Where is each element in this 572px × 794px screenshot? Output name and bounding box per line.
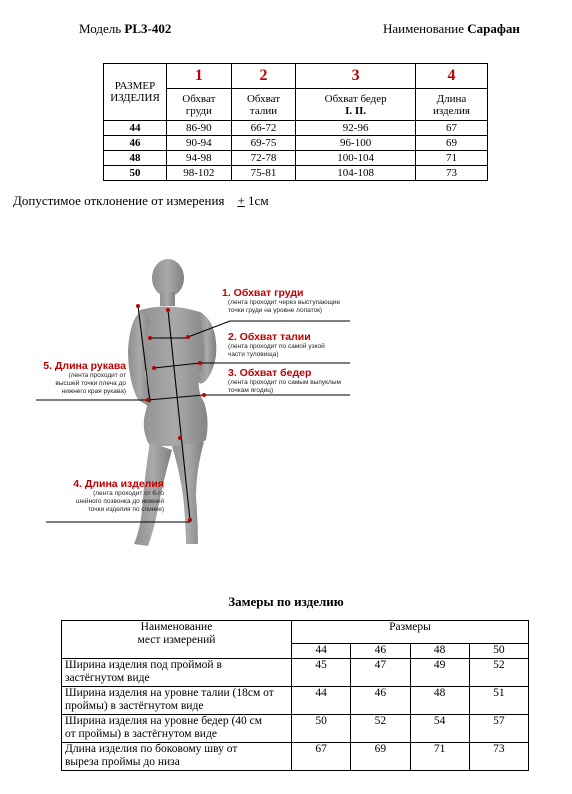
col-name: Длина изделия [415,89,487,121]
tolerance-pm: + [237,193,245,208]
corner-line2: ИЗДЕЛИЯ [110,92,160,104]
table-row [104,151,488,166]
value-cell: 69 [415,136,487,151]
col-name: Обхват талии [231,89,296,121]
label-waist-note: (лента проходит по самой узкой [228,343,325,350]
value-cell: 57 [469,715,528,743]
col-number: 1 [167,64,232,89]
table-row [104,121,488,136]
value-cell: 92-96 [296,121,416,136]
value-cell: 104-108 [296,166,416,181]
value-cell: 49 [410,659,469,687]
size-cell: 44 [104,121,167,136]
size-col: 50 [469,644,528,659]
value-cell: 52 [469,659,528,687]
label-sleeve-title: 5. Длина рукава [43,360,126,372]
label-bust-note: точки груди на уровне лопаток) [228,307,323,314]
size-table [103,63,488,181]
table-row [104,166,488,181]
label-length [46,478,164,514]
value-cell: 67 [415,121,487,136]
col-number: 4 [415,64,487,89]
value-cell: 73 [415,166,487,181]
label-bust [222,287,340,315]
value-cell: 48 [410,687,469,715]
measure-name-header: Наименование мест измерений [62,621,292,659]
value-cell: 71 [410,743,469,771]
label-hips [228,367,341,395]
label-sleeve [38,360,126,396]
value-cell: 45 [292,659,351,687]
value-cell: 96-100 [296,136,416,151]
measure-name: Длина изделия по боковому шву от выреза проймы до низа [62,743,292,771]
value-cell: 52 [351,715,410,743]
name-header [383,21,520,37]
measure-table [61,620,529,771]
model-value: PL3-402 [124,21,172,36]
value-cell: 47 [351,659,410,687]
value-cell: 73 [469,743,528,771]
col-name: Обхват бедер I. II. [296,89,416,121]
tolerance-line [13,193,269,209]
value-cell: 75-81 [231,166,296,181]
value-cell: 90-94 [167,136,232,151]
label-waist-title: 2. Обхват талии [228,331,311,343]
label-length-title: 4. Длина изделия [73,478,164,490]
size-cell: 46 [104,136,167,151]
measure-title: Замеры по изделию [228,594,344,609]
value-cell: 44 [292,687,351,715]
col-number: 3 [296,64,416,89]
value-cell: 69-75 [231,136,296,151]
col-name: Обхват груди [167,89,232,121]
label-sleeve-note: высшей точки плеча до [55,380,126,387]
label-bust-title: 1. Обхват груди [222,287,304,299]
measure-name: Ширина изделия под проймой в застёгнутом виде [62,659,292,687]
value-cell: 67 [292,743,351,771]
name-label: Наименование [383,21,464,36]
table-row [104,136,488,151]
label-length-note: шейного позвонка до нижней [76,498,164,505]
value-cell: 71 [415,151,487,166]
label-hips-note: (лента проходит по самым выпуклым [228,379,341,386]
table-row [62,687,529,715]
sizes-header: Размеры [292,621,529,644]
label-sleeve-note: нижнего края рукава) [61,388,126,395]
label-length-note: (лента проходит от 6-го [93,490,164,497]
value-cell: 72-78 [231,151,296,166]
size-corner [104,64,167,121]
size-col: 48 [410,644,469,659]
label-waist [228,331,325,359]
name-value: Сарафан [467,21,520,36]
measure-name: Ширина изделия на уровне бедер (40 см от проймы) в застёгнутом виде [62,715,292,743]
value-cell: 86-90 [167,121,232,136]
label-hips-title: 3. Обхват бедер [228,367,312,379]
size-col: 46 [351,644,410,659]
label-length-note: точки изделия по спинке) [87,506,164,513]
value-cell: 46 [351,687,410,715]
table-row [62,659,529,687]
label-bust-note: (лента проходит через выступающие [228,299,341,306]
model-label: Модель [79,21,122,36]
label-sleeve-note: (лента проходит от [68,372,126,379]
table-row [62,743,529,771]
label-waist-note: части туловища) [228,351,279,358]
size-cell: 50 [104,166,167,181]
model-header [79,21,171,37]
col-number: 2 [231,64,296,89]
corner-line1: РАЗМЕР [114,80,156,92]
measure-name: Ширина изделия на уровне талии (18см от проймы) в застёгнутом виде [62,687,292,715]
value-cell: 98-102 [167,166,232,181]
value-cell: 94-98 [167,151,232,166]
value-cell: 50 [292,715,351,743]
size-col: 44 [292,644,351,659]
value-cell: 54 [410,715,469,743]
size-cell: 48 [104,151,167,166]
value-cell: 100-104 [296,151,416,166]
value-cell: 66-72 [231,121,296,136]
value-cell: 69 [351,743,410,771]
value-cell: 51 [469,687,528,715]
tolerance-text: Допустимое отклонение от измерения [13,193,225,208]
label-hips-note: точкам ягодиц) [228,387,274,394]
tolerance-value: 1см [248,193,269,208]
table-row [62,715,529,743]
